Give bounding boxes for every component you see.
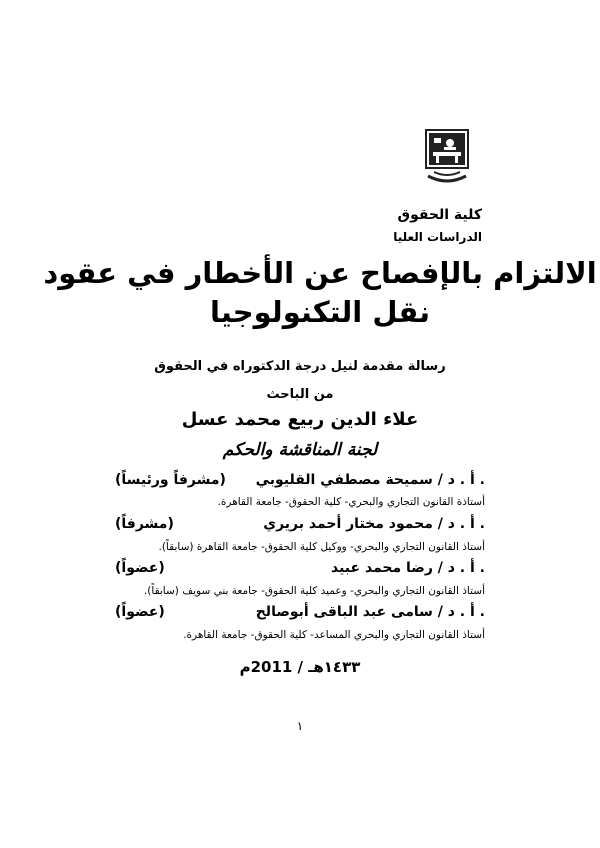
member-description: أستاذ القانون التجاري والبحري المساعد- كلية الحقوق- جامعة القاهرة. <box>183 629 485 641</box>
member-role: (عضواً) <box>115 604 165 620</box>
university-logo-icon <box>420 128 474 190</box>
member-description: أستاذ القانون التجاري والبحري- ووكيل كلية الحقوق- جامعة القاهرة (سابقاً). <box>158 541 485 553</box>
researcher-name: علاء الدين ربيع محمد عسل <box>181 409 419 430</box>
thesis-title-line-1: الالتزام بالإفصاح عن الأخطار في عقود <box>43 256 597 290</box>
submission-date: ١٤٣٣هـ / 2011م <box>239 658 361 676</box>
thesis-subtitle: رسالة مقدمة لنيل درجة الدكتوراه في الحقوق <box>154 359 446 374</box>
member-role: (مشرفاً ورئيساً) <box>115 472 226 488</box>
member-description: أستاذة القانون التجاري والبحري- كلية الحقوق- جامعة القاهرة. <box>217 496 485 508</box>
member-role: (عضواً) <box>115 560 165 576</box>
member-description: أستاذ القانون التجاري والبحري- وعميد كلية الحقوق- جامعة بني سويف (سابقاً). <box>143 585 485 597</box>
thesis-title-line-2: نقل التكنولوجيا <box>210 295 430 329</box>
department-name: الدراسات العليا <box>393 230 482 244</box>
member-role: (مشرفاً) <box>115 516 174 532</box>
member-name: . أ . د / محمود مختار أحمد بريري <box>263 516 485 532</box>
committee-member-2 <box>115 516 485 538</box>
committee-member-1 <box>115 472 485 494</box>
faculty-name: كلية الحقوق <box>397 207 482 223</box>
member-name: . أ . د / سامى عبد الباقى أبوصالح <box>255 604 485 620</box>
member-name: . أ . د / سميحة مصطفي القليوبي <box>255 472 485 488</box>
committee-member-4 <box>115 604 485 626</box>
page-number: ١ <box>296 719 304 733</box>
from-label: من الباحث <box>266 387 334 402</box>
member-name: . أ . د / رضا محمد عبيد <box>330 560 485 576</box>
committee-member-3 <box>115 560 485 582</box>
committee-heading: لجنة المناقشة والحكم <box>222 440 378 460</box>
